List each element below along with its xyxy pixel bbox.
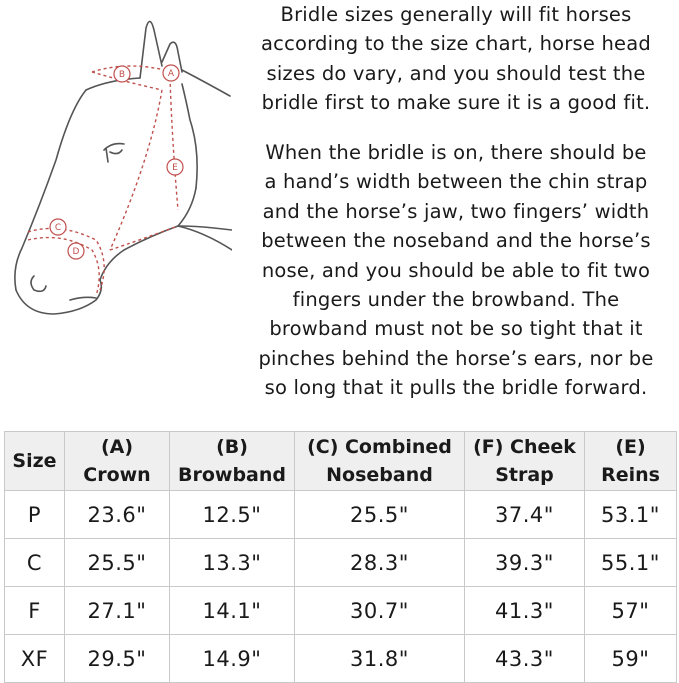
label-a: A bbox=[167, 69, 175, 79]
cell-cheek-strap: 43.3" bbox=[465, 635, 585, 683]
crown-line bbox=[92, 66, 172, 72]
cell-noseband: 28.3" bbox=[295, 539, 465, 587]
guidance-line: so long that it pulls the bridle forward. bbox=[264, 376, 648, 400]
horse-neck-top bbox=[182, 70, 230, 96]
cell-cheek-strap: 37.4" bbox=[465, 491, 585, 539]
guidance-line: between the noseband and the horse’s bbox=[261, 229, 651, 253]
guidance-line: a hand’s width between the chin strap bbox=[264, 170, 648, 194]
header-noseband: (C) Combined Noseband bbox=[295, 432, 465, 491]
header-browband: (B) Browband bbox=[170, 432, 295, 491]
guidance-line: nose, and you should be able to fit two bbox=[261, 258, 651, 282]
intro-paragraph bbox=[234, 0, 678, 118]
fit-guidance-paragraph bbox=[234, 138, 678, 403]
noseband-line-2 bbox=[28, 238, 99, 296]
cell-size: F bbox=[5, 587, 65, 635]
cheek-strap-line-2 bbox=[110, 90, 162, 250]
horse-nostril bbox=[31, 276, 46, 291]
table-row bbox=[5, 587, 677, 635]
noseband-line bbox=[28, 228, 104, 290]
table-header-row bbox=[5, 432, 677, 491]
horse-chin bbox=[100, 188, 196, 280]
cell-browband: 14.9" bbox=[170, 635, 295, 683]
label-c: C bbox=[54, 223, 62, 233]
chin-strap-line bbox=[110, 226, 178, 250]
guidance-line: browband must not be so tight that it bbox=[269, 317, 643, 341]
horse-ear-left bbox=[140, 21, 162, 78]
table-row bbox=[5, 491, 677, 539]
cell-noseband: 25.5" bbox=[295, 491, 465, 539]
header-reins: (E) Reins bbox=[585, 432, 677, 491]
cell-reins: 57" bbox=[585, 587, 677, 635]
cell-reins: 55.1" bbox=[585, 539, 677, 587]
cell-crown: 23.6" bbox=[65, 491, 170, 539]
table-row bbox=[5, 635, 677, 683]
cell-noseband: 31.8" bbox=[295, 635, 465, 683]
cell-size: C bbox=[5, 539, 65, 587]
size-chart-table bbox=[4, 431, 677, 683]
cell-cheek-strap: 41.3" bbox=[465, 587, 585, 635]
cell-size: P bbox=[5, 491, 65, 539]
horse-mouth bbox=[70, 297, 96, 300]
intro-line: bridle first to make sure it is a good fit. bbox=[261, 91, 651, 115]
cell-crown: 29.5" bbox=[65, 635, 170, 683]
header-size: Size bbox=[5, 432, 65, 491]
cell-reins: 53.1" bbox=[585, 491, 677, 539]
cell-browband: 13.3" bbox=[170, 539, 295, 587]
cell-browband: 12.5" bbox=[170, 491, 295, 539]
label-e: E bbox=[172, 163, 178, 173]
cell-browband: 14.1" bbox=[170, 587, 295, 635]
label-d: D bbox=[72, 247, 80, 257]
horse-face bbox=[15, 90, 86, 290]
horse-eye bbox=[104, 144, 124, 162]
cell-crown: 27.1" bbox=[65, 587, 170, 635]
guidance-line: fingers under the browband. The bbox=[292, 288, 620, 312]
horse-head-diagram bbox=[0, 0, 232, 330]
cell-size: XF bbox=[5, 635, 65, 683]
label-b: B bbox=[118, 70, 126, 80]
intro-line: according to the size chart, horse head bbox=[261, 32, 651, 56]
guidance-line: When the bridle is on, there should be bbox=[265, 141, 647, 164]
header-crown: (A) Crown bbox=[65, 432, 170, 491]
horse-forehead bbox=[86, 78, 140, 90]
cell-noseband: 30.7" bbox=[295, 587, 465, 635]
table-row bbox=[5, 539, 677, 587]
cell-reins: 59" bbox=[585, 635, 677, 683]
horse-cheek bbox=[182, 84, 197, 188]
cheek-strap-line bbox=[170, 78, 178, 210]
guidance-line: and the horse’s jaw, two fingers’ width bbox=[262, 199, 650, 223]
intro-line: Bridle sizes generally will fit horses bbox=[280, 3, 632, 26]
guidance-line: pinches behind the horse’s ears, nor be bbox=[258, 346, 654, 370]
cell-cheek-strap: 39.3" bbox=[465, 539, 585, 587]
intro-line: sizes do vary, and you should test the bbox=[266, 61, 646, 85]
cell-crown: 25.5" bbox=[65, 539, 170, 587]
header-cheek-strap: (F) Cheek Strap bbox=[465, 432, 585, 491]
